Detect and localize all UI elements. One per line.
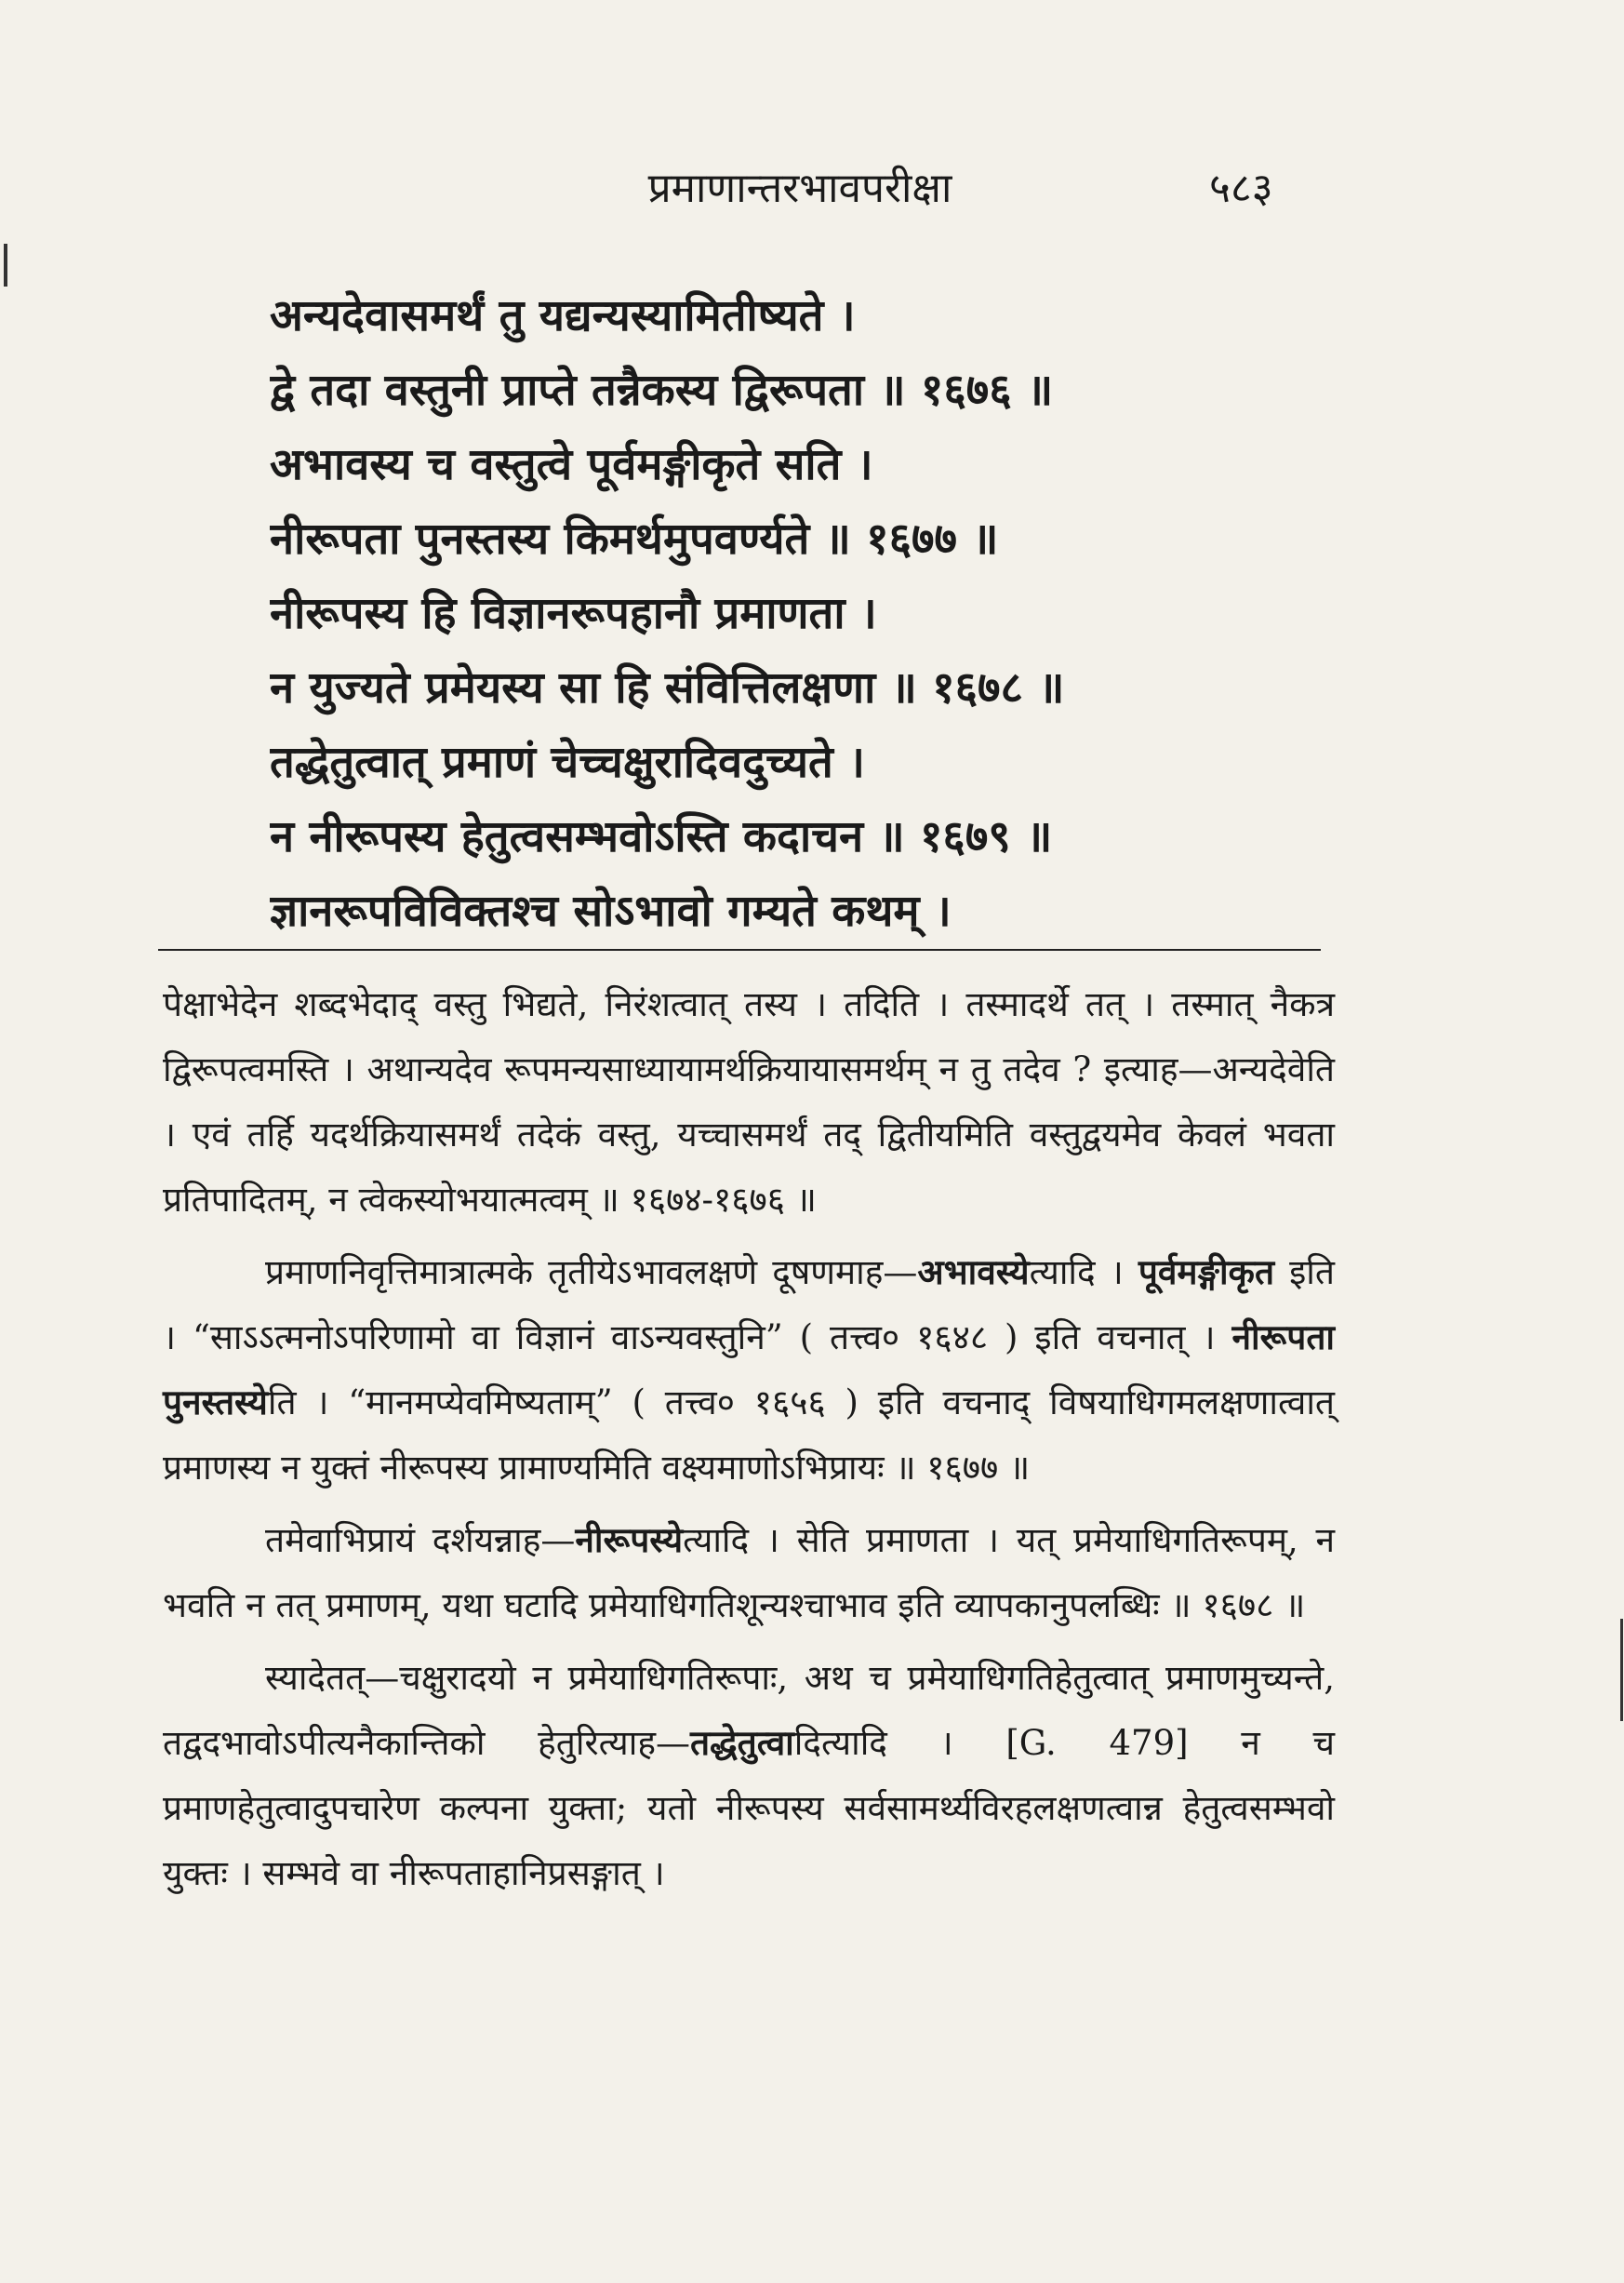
- cited-term: पूर्वमङ्गीकृत: [1138, 1252, 1275, 1292]
- page-header: [0, 158, 1624, 233]
- commentary-text: तमेवाभिप्रायं दर्शयन्नाह—: [265, 1520, 576, 1560]
- commentary-text: पेक्षाभेदेन शब्दभेदाद् वस्तु भिद्यते, निरंशत्वात् तस्य । तदिति । तस्मादर्थे तत् । तस्मात् नैकत्र द्विरूपत्वमस्ति । अथान्यदेव रूपमन्यसाध्यायामर्थक्रियायासमर्थम् न तु तदेव ? इत्याह—अन्यदेवेति । एवं तर्हि यदर्थक्रियासमर्थं तदेकं वस्तु, यच्चासमर्थं तद् द्वितीयमिति वस्तुद्वयमेव केवलं भवता प्रतिपादितम्, न त्वेकस्योभयात्मत्वम् ॥ १६७४-१६७६ ॥: [163, 984, 1335, 1220]
- commentary-text: ति । “मानमप्येवमिष्यताम्” ( तत्त्व० १६५६ ) इति वचनाद् विषयाधिगमलक्षणात्वात् प्रमाणस्य न युक्तं नीरूपस्य प्रामाण्यमिति वक्ष्यमाणोऽभिप्रायः ॥ १६७७ ॥: [163, 1382, 1335, 1488]
- scan-margin-mark: [4, 244, 7, 287]
- verse-line: तद्धेतुत्वात् प्रमाणं चेच्चक्षुरादिवदुच्यते ।: [270, 737, 865, 788]
- verse-line: द्वे तदा वस्तुनी प्राप्ते तन्नैकस्य द्विरूपता ॥ १६७६ ॥: [270, 365, 1054, 416]
- commentary-text: इति । “साऽऽत्मनोऽपरिणामो वा विज्ञानं वाऽन्यवस्तुनि” ( तत्त्व० १६४८ ) इति वचनात् ।: [163, 1252, 1335, 1357]
- verse-line: न युज्यते प्रमेयस्य सा हि संवित्तिलक्षणा ॥ १६७८ ॥: [270, 662, 1065, 714]
- commentary-text: त्यादि ।: [1029, 1252, 1138, 1292]
- section-divider: [158, 949, 1321, 951]
- commentary-paragraph: [163, 1508, 1335, 1638]
- commentary-paragraph: [163, 1240, 1335, 1501]
- commentary-text: स्यादेतत्—चक्षुरादयो न प्रमेयाधिगतिरूपाः, अथ च प्रमेयाधिगतिहेतुत्वात् प्रमाणमुच्यन्ते, तद्वदभावोऽपीत्यनैकान्तिको हेतुरित्याह—: [163, 1658, 1335, 1763]
- cited-term: नीरूपता पुनस्तस्ये: [163, 1317, 1335, 1422]
- verse-line: नीरूपस्य हि विज्ञानरूपहानौ प्रमाणता ।: [270, 588, 877, 639]
- running-title: प्रमाणान्तरभावपरीक्षा: [647, 165, 952, 212]
- verse-line: ज्ञानरूपविविक्तश्च सोऽभावो गम्यते कथम् ।: [270, 886, 952, 937]
- commentary-text: दित्यादि । [G. 479] न च प्रमाणहेतुत्वादुपचारेण कल्पना युक्ता; यतो नीरूपस्य सर्वसामर्थ्यविरहलक्षणत्वान्न हेतुत्वसम्भवो युक्तः । सम्भवे वा नीरूपताहानिप्रसङ्गात् ।: [163, 1723, 1335, 1893]
- verse-line: न नीरूपस्य हेतुत्वसम्भवोऽस्ति कदाचन ॥ १६७९ ॥: [270, 811, 1053, 862]
- commentary-text: त्यादि । सेति प्रमाणता । यत् प्रमेयाधिगतिरूपम्, न भवति न तत् प्रमाणम्, यथा घटादि प्रमेयाधिगतिशून्यश्चाभाव इति व्यापकानुपलब्धिः ॥ १६७८ ॥: [163, 1520, 1335, 1625]
- page-number: ५८३: [1209, 165, 1273, 212]
- scan-margin-mark: [1620, 1619, 1623, 1721]
- commentary-paragraph: [163, 972, 1335, 1233]
- verse-line: अभावस्य च वस्तुत्वे पूर्वमङ्गीकृते सति ।: [270, 439, 873, 490]
- commentary-text: प्रमाणनिवृत्तिमात्रात्मके तृतीयेऽभावलक्षणे दूषणमाह—: [265, 1252, 918, 1292]
- cited-term: तद्धेतुत्वा: [690, 1723, 794, 1763]
- verse-block: [270, 279, 1311, 949]
- verse-line: अन्यदेवासमर्थं तु यद्यन्यस्यामितीष्यते ।: [270, 290, 856, 341]
- cited-term: नीरूपस्ये: [575, 1520, 684, 1560]
- cited-term: अभावस्ये: [917, 1252, 1030, 1292]
- verse-line: नीरूपता पुनस्तस्य किमर्थमुपवर्ण्यते ॥ १६७७ ॥: [270, 514, 999, 565]
- commentary-paragraph: [163, 1646, 1335, 1906]
- commentary-block: [163, 972, 1335, 1914]
